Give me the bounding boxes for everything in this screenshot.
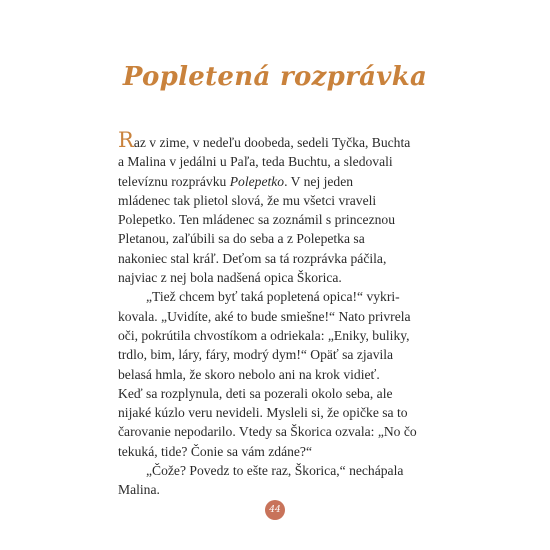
text-line: Malina. bbox=[118, 482, 160, 498]
text-line: a Malina v jedálni u Paľa, teda Buchtu, a sledovali bbox=[118, 154, 393, 170]
text-line: Polepetko. Ten mládenec sa zoznámil s princeznou bbox=[118, 212, 395, 228]
text-line: „Čože? Povedz to ešte raz, Škorica,“ nechápala bbox=[146, 463, 404, 479]
italic-title: Polepetko bbox=[229, 173, 285, 189]
text-line: nijaké kúzlo veru nevideli. Mysleli si, že opičke sa to bbox=[118, 405, 408, 421]
paragraph-2 bbox=[118, 287, 440, 461]
text-line: nakoniec stal kráľ. Deťom sa tá rozprávka páčila, bbox=[118, 250, 387, 266]
text-line: tekuká, tide? Čonie sa vám zdáne?“ bbox=[118, 443, 313, 459]
text-line: televíznu rozprávku Polepetko. V nej jeden bbox=[118, 173, 354, 189]
text-line: Pletanou, zaľúbili sa do seba a z Polepetka sa bbox=[118, 231, 365, 247]
text-line: kovala. „Uvidíte, aké to bude smiešne!“ Nato privrela bbox=[118, 308, 411, 324]
chapter-title: Popletená rozprávka bbox=[122, 62, 428, 92]
paragraph-3 bbox=[118, 461, 440, 500]
paragraph-1 bbox=[118, 128, 440, 287]
text-line: čarovanie nepodarilo. Vtedy sa Škorica ozvala: „No čo bbox=[118, 424, 417, 440]
text-line: Raz v zime, v nedeľu doobeda, sedeli Tyčka, Buchta bbox=[118, 128, 411, 152]
drop-cap: R bbox=[118, 128, 134, 152]
text-line: mládenec tak plietol slová, že mu všetci vraveli bbox=[118, 192, 377, 208]
text-line: trdlo, bim, láry, fáry, modrý dym!“ Opäť sa zjavila bbox=[118, 347, 394, 363]
text-line: oči, pokrútila chvostíkom a odriekala: „Eniky, buliky, bbox=[118, 327, 410, 343]
text-line: najviac z nej bola nadšená opica Škorica. bbox=[118, 270, 342, 286]
page-number-badge: 44 bbox=[265, 500, 285, 520]
text-line: belasá hmla, že skoro nebolo ani na krok vidieť. bbox=[118, 366, 380, 382]
story-text bbox=[118, 128, 440, 500]
text-line: „Tiež chcem byť taká popletená opica!“ vykri- bbox=[146, 289, 400, 305]
text-line: Keď sa rozplynula, deti sa pozerali okolo seba, ale bbox=[118, 385, 393, 401]
